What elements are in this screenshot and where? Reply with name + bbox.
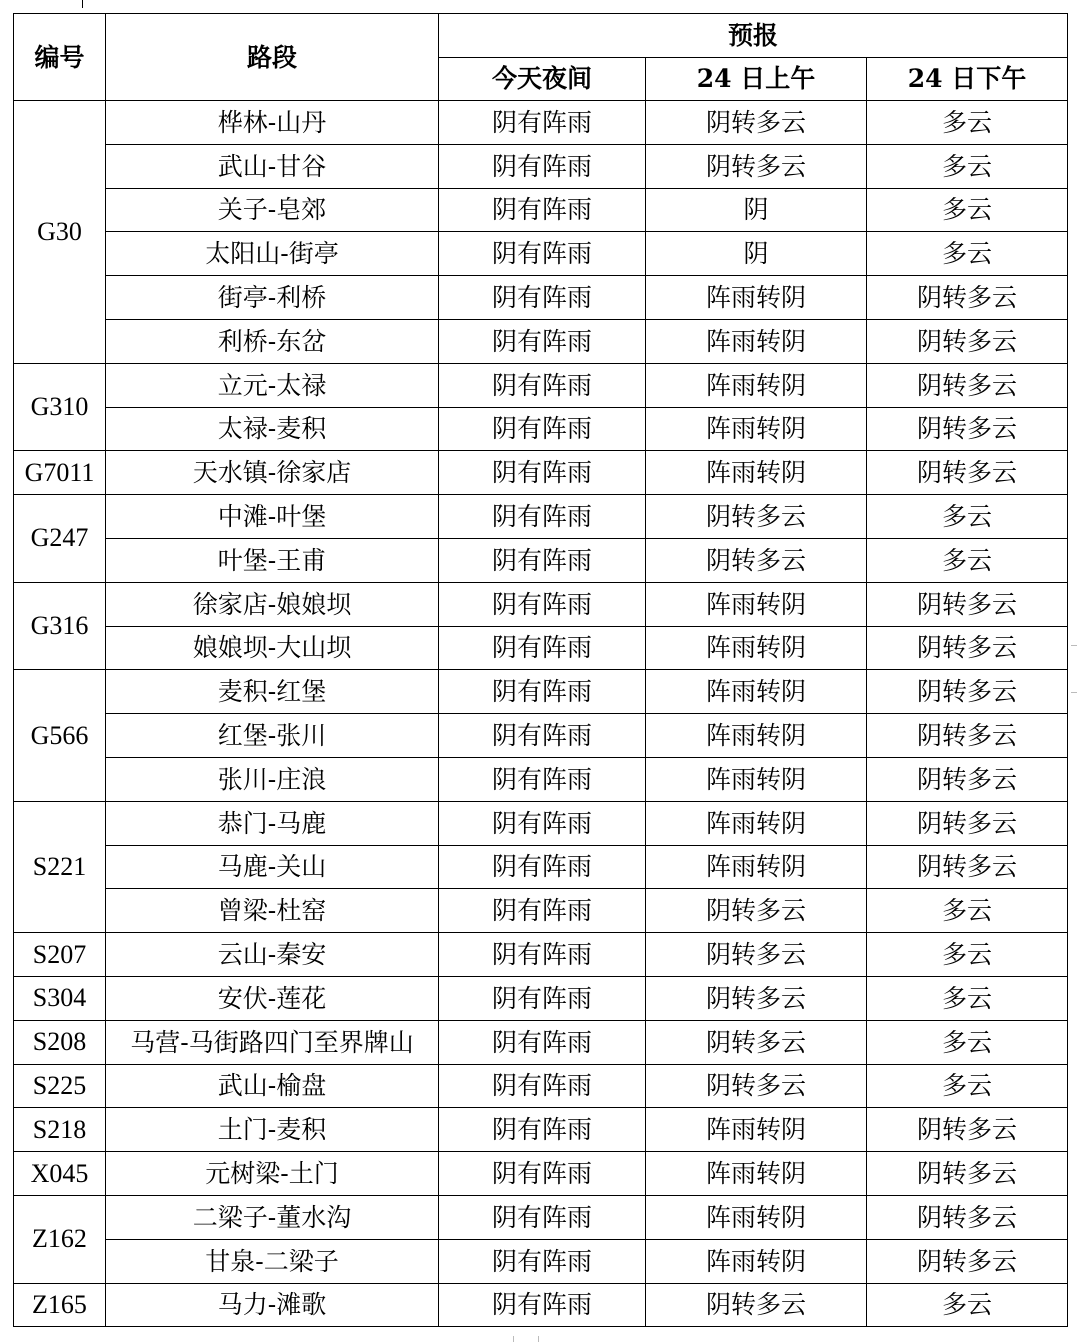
table-row bbox=[14, 451, 1068, 495]
header-code: 编号 bbox=[14, 14, 106, 101]
table-row bbox=[14, 407, 1068, 451]
road-section-cell: 张川-庄浪 bbox=[106, 757, 439, 801]
road-section-cell: 麦积-红堡 bbox=[106, 670, 439, 714]
forecast-24-morning-cell: 阴转多云 bbox=[646, 889, 867, 933]
table-row bbox=[14, 1108, 1068, 1152]
forecast-24-morning-cell: 阵雨转阴 bbox=[646, 276, 867, 320]
table-row bbox=[14, 1239, 1068, 1283]
forecast-tonight-cell: 阴有阵雨 bbox=[439, 451, 646, 495]
forecast-tonight-cell: 阴有阵雨 bbox=[439, 845, 646, 889]
road-section-cell: 甘泉-二梁子 bbox=[106, 1239, 439, 1283]
road-section-cell: 二梁子-董水沟 bbox=[106, 1195, 439, 1239]
forecast-tonight-cell: 阴有阵雨 bbox=[439, 495, 646, 539]
table-row bbox=[14, 188, 1068, 232]
forecast-24-morning-cell: 阴 bbox=[646, 232, 867, 276]
road-section-cell: 土门-麦积 bbox=[106, 1108, 439, 1152]
road-code-cell: Z165 bbox=[14, 1283, 106, 1327]
road-code-cell: G566 bbox=[14, 670, 106, 801]
forecast-24-afternoon-cell: 阴转多云 bbox=[867, 582, 1068, 626]
road-section-cell: 武山-榆盘 bbox=[106, 1064, 439, 1108]
table-row bbox=[14, 933, 1068, 977]
forecast-24-morning-cell: 阵雨转阴 bbox=[646, 1195, 867, 1239]
forecast-tonight-cell: 阴有阵雨 bbox=[439, 407, 646, 451]
table-row bbox=[14, 801, 1068, 845]
table-row bbox=[14, 495, 1068, 539]
forecast-24-afternoon-cell: 多云 bbox=[867, 976, 1068, 1020]
forecast-24-morning-cell: 阵雨转阴 bbox=[646, 670, 867, 714]
forecast-tonight-cell: 阴有阵雨 bbox=[439, 889, 646, 933]
forecast-tonight-cell: 阴有阵雨 bbox=[439, 801, 646, 845]
road-section-cell: 叶堡-王甫 bbox=[106, 538, 439, 582]
forecast-24-afternoon-cell: 阴转多云 bbox=[867, 714, 1068, 758]
road-code-cell: G30 bbox=[14, 101, 106, 364]
forecast-tonight-cell: 阴有阵雨 bbox=[439, 1108, 646, 1152]
forecast-24-morning-cell: 阴转多云 bbox=[646, 1020, 867, 1064]
road-section-cell: 娘娘坝-大山坝 bbox=[106, 626, 439, 670]
table-row bbox=[14, 1283, 1068, 1327]
forecast-tonight-cell: 阴有阵雨 bbox=[439, 1195, 646, 1239]
header-period-24-morning: 24 日上午 bbox=[646, 57, 867, 101]
road-code-cell: G310 bbox=[14, 363, 106, 451]
forecast-tonight-cell: 阴有阵雨 bbox=[439, 101, 646, 145]
table-row bbox=[14, 714, 1068, 758]
forecast-24-morning-cell: 阴转多云 bbox=[646, 495, 867, 539]
forecast-24-afternoon-cell: 阴转多云 bbox=[867, 1239, 1068, 1283]
forecast-tonight-cell: 阴有阵雨 bbox=[439, 933, 646, 977]
forecast-24-afternoon-cell: 多云 bbox=[867, 538, 1068, 582]
forecast-24-afternoon-cell: 多云 bbox=[867, 1020, 1068, 1064]
road-section-cell: 太阳山-街亭 bbox=[106, 232, 439, 276]
forecast-24-afternoon-cell: 阴转多云 bbox=[867, 845, 1068, 889]
forecast-24-afternoon-cell: 多云 bbox=[867, 232, 1068, 276]
forecast-24-afternoon-cell: 阴转多云 bbox=[867, 363, 1068, 407]
forecast-24-afternoon-cell: 阴转多云 bbox=[867, 757, 1068, 801]
forecast-tonight-cell: 阴有阵雨 bbox=[439, 582, 646, 626]
forecast-tonight-cell: 阴有阵雨 bbox=[439, 714, 646, 758]
road-section-cell: 马营-马街路四门至界牌山 bbox=[106, 1020, 439, 1064]
header-period-24-afternoon: 24 日下午 bbox=[867, 57, 1068, 101]
road-section-cell: 太禄-麦积 bbox=[106, 407, 439, 451]
road-section-cell: 武山-甘谷 bbox=[106, 144, 439, 188]
forecast-24-morning-cell: 阵雨转阴 bbox=[646, 451, 867, 495]
forecast-tonight-cell: 阴有阵雨 bbox=[439, 670, 646, 714]
road-section-cell: 安伏-莲花 bbox=[106, 976, 439, 1020]
table-row bbox=[14, 889, 1068, 933]
road-code-cell: G316 bbox=[14, 582, 106, 670]
forecast-24-afternoon-cell: 阴转多云 bbox=[867, 407, 1068, 451]
road-section-cell: 桦林-山丹 bbox=[106, 101, 439, 145]
table-row bbox=[14, 626, 1068, 670]
forecast-24-morning-cell: 阴转多云 bbox=[646, 1283, 867, 1327]
forecast-24-afternoon-cell: 多云 bbox=[867, 933, 1068, 977]
road-code-cell: X045 bbox=[14, 1152, 106, 1196]
road-section-cell: 红堡-张川 bbox=[106, 714, 439, 758]
forecast-tonight-cell: 阴有阵雨 bbox=[439, 538, 646, 582]
forecast-24-morning-cell: 阴转多云 bbox=[646, 1064, 867, 1108]
table-row bbox=[14, 319, 1068, 363]
road-code-cell: S221 bbox=[14, 801, 106, 932]
table-row bbox=[14, 757, 1068, 801]
forecast-24-morning-cell: 阴转多云 bbox=[646, 976, 867, 1020]
road-code-cell: S207 bbox=[14, 933, 106, 977]
forecast-tonight-cell: 阴有阵雨 bbox=[439, 1064, 646, 1108]
table-row bbox=[14, 845, 1068, 889]
forecast-24-morning-cell: 阵雨转阴 bbox=[646, 714, 867, 758]
forecast-24-afternoon-cell: 多云 bbox=[867, 101, 1068, 145]
forecast-24-morning-cell: 阴转多云 bbox=[646, 144, 867, 188]
table-row bbox=[14, 582, 1068, 626]
forecast-24-morning-cell: 阵雨转阴 bbox=[646, 1239, 867, 1283]
road-section-cell: 利桥-东岔 bbox=[106, 319, 439, 363]
road-section-cell: 云山-秦安 bbox=[106, 933, 439, 977]
header-period-tonight: 今天夜间 bbox=[439, 57, 646, 101]
forecast-tonight-cell: 阴有阵雨 bbox=[439, 276, 646, 320]
forecast-24-morning-cell: 阵雨转阴 bbox=[646, 1108, 867, 1152]
forecast-24-afternoon-cell: 阴转多云 bbox=[867, 319, 1068, 363]
forecast-24-afternoon-cell: 阴转多云 bbox=[867, 451, 1068, 495]
forecast-24-afternoon-cell: 阴转多云 bbox=[867, 801, 1068, 845]
forecast-24-afternoon-cell: 阴转多云 bbox=[867, 1108, 1068, 1152]
forecast-24-afternoon-cell: 阴转多云 bbox=[867, 670, 1068, 714]
table-row bbox=[14, 538, 1068, 582]
header-forecast: 预报 bbox=[439, 14, 1068, 58]
forecast-24-afternoon-cell: 阴转多云 bbox=[867, 626, 1068, 670]
road-section-cell: 马力-滩歌 bbox=[106, 1283, 439, 1327]
forecast-tonight-cell: 阴有阵雨 bbox=[439, 626, 646, 670]
table-row bbox=[14, 276, 1068, 320]
road-section-cell: 立元-太禄 bbox=[106, 363, 439, 407]
table-row bbox=[14, 144, 1068, 188]
forecast-24-afternoon-cell: 多云 bbox=[867, 144, 1068, 188]
forecast-24-morning-cell: 阵雨转阴 bbox=[646, 801, 867, 845]
road-section-cell: 街亭-利桥 bbox=[106, 276, 439, 320]
forecast-24-morning-cell: 阵雨转阴 bbox=[646, 319, 867, 363]
forecast-tonight-cell: 阴有阵雨 bbox=[439, 363, 646, 407]
road-section-cell: 元树梁-土门 bbox=[106, 1152, 439, 1196]
forecast-24-afternoon-cell: 多云 bbox=[867, 1283, 1068, 1327]
road-code-cell: S225 bbox=[14, 1064, 106, 1108]
forecast-24-afternoon-cell: 阴转多云 bbox=[867, 1195, 1068, 1239]
forecast-tonight-cell: 阴有阵雨 bbox=[439, 319, 646, 363]
road-section-cell: 马鹿-关山 bbox=[106, 845, 439, 889]
forecast-24-afternoon-cell: 多云 bbox=[867, 495, 1068, 539]
forecast-table-container bbox=[13, 13, 1068, 1327]
road-section-cell: 天水镇-徐家店 bbox=[106, 451, 439, 495]
forecast-tonight-cell: 阴有阵雨 bbox=[439, 976, 646, 1020]
table-row bbox=[14, 1020, 1068, 1064]
table-row bbox=[14, 232, 1068, 276]
forecast-24-morning-cell: 阵雨转阴 bbox=[646, 1152, 867, 1196]
road-section-cell: 恭门-马鹿 bbox=[106, 801, 439, 845]
forecast-tonight-cell: 阴有阵雨 bbox=[439, 144, 646, 188]
forecast-24-afternoon-cell: 多云 bbox=[867, 188, 1068, 232]
road-code-cell: Z162 bbox=[14, 1195, 106, 1283]
forecast-24-morning-cell: 阵雨转阴 bbox=[646, 626, 867, 670]
header-road: 路段 bbox=[106, 14, 439, 101]
forecast-table-body bbox=[14, 101, 1068, 1327]
table-row bbox=[14, 101, 1068, 145]
forecast-24-afternoon-cell: 多云 bbox=[867, 889, 1068, 933]
forecast-24-morning-cell: 阵雨转阴 bbox=[646, 845, 867, 889]
table-row bbox=[14, 1064, 1068, 1108]
forecast-tonight-cell: 阴有阵雨 bbox=[439, 1152, 646, 1196]
forecast-tonight-cell: 阴有阵雨 bbox=[439, 232, 646, 276]
forecast-24-morning-cell: 阵雨转阴 bbox=[646, 363, 867, 407]
forecast-tonight-cell: 阴有阵雨 bbox=[439, 757, 646, 801]
road-section-cell: 徐家店-娘娘坝 bbox=[106, 582, 439, 626]
forecast-24-morning-cell: 阴转多云 bbox=[646, 538, 867, 582]
table-row bbox=[14, 1195, 1068, 1239]
road-section-cell: 中滩-叶堡 bbox=[106, 495, 439, 539]
forecast-tonight-cell: 阴有阵雨 bbox=[439, 1239, 646, 1283]
forecast-24-morning-cell: 阵雨转阴 bbox=[646, 757, 867, 801]
forecast-24-morning-cell: 阴 bbox=[646, 188, 867, 232]
forecast-24-afternoon-cell: 多云 bbox=[867, 1064, 1068, 1108]
forecast-24-morning-cell: 阵雨转阴 bbox=[646, 407, 867, 451]
table-row bbox=[14, 1152, 1068, 1196]
table-row bbox=[14, 363, 1068, 407]
road-weather-forecast-table bbox=[13, 13, 1068, 1327]
road-code-cell: G7011 bbox=[14, 451, 106, 495]
road-code-cell: S218 bbox=[14, 1108, 106, 1152]
forecast-24-afternoon-cell: 阴转多云 bbox=[867, 1152, 1068, 1196]
forecast-24-morning-cell: 阵雨转阴 bbox=[646, 582, 867, 626]
road-section-cell: 关子-皂郊 bbox=[106, 188, 439, 232]
road-code-cell: G247 bbox=[14, 495, 106, 583]
road-section-cell: 曾梁-杜窑 bbox=[106, 889, 439, 933]
forecast-24-afternoon-cell: 阴转多云 bbox=[867, 276, 1068, 320]
forecast-24-morning-cell: 阴转多云 bbox=[646, 101, 867, 145]
table-row bbox=[14, 670, 1068, 714]
road-code-cell: S208 bbox=[14, 1020, 106, 1064]
forecast-tonight-cell: 阴有阵雨 bbox=[439, 1020, 646, 1064]
forecast-24-morning-cell: 阴转多云 bbox=[646, 933, 867, 977]
road-code-cell: S304 bbox=[14, 976, 106, 1020]
table-row bbox=[14, 976, 1068, 1020]
forecast-tonight-cell: 阴有阵雨 bbox=[439, 188, 646, 232]
forecast-tonight-cell: 阴有阵雨 bbox=[439, 1283, 646, 1327]
